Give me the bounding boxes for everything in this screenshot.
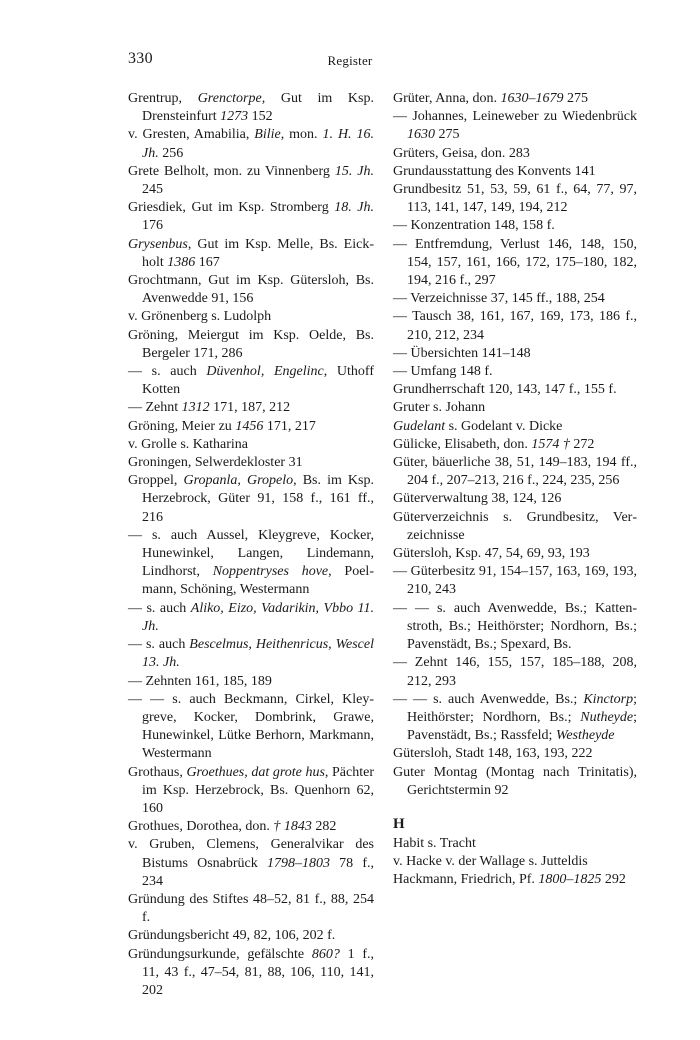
register-entry: Gründungsurkunde, gefälschte 860? 1 f., 11, 43 f., 47–54, 81, 88, 106, 110, 141, 202	[128, 946, 374, 998]
section-gap	[393, 800, 637, 815]
register-entry: v. Hacke v. der Wallage s. Jutteldis	[393, 854, 588, 870]
register-entry: — Entfremdung, Verlust 146, 148, 150, 154, 157, 161, 166, 172, 175–180, 182, 194, 216 f., 297	[393, 236, 637, 289]
register-entry: Grundausstattung des Konvents 141	[393, 163, 596, 179]
register-entry: — Zehnten 161, 185, 189	[128, 673, 272, 689]
register-entry: — Verzeichnisse 37, 145 ff., 188, 254	[393, 291, 605, 307]
register-entry: Gröning, Meiergut im Ksp. Oelde, Bs. Bergeler 171, 286	[128, 327, 374, 361]
register-entry: — — s. auch Beckmann, Cirkel, Kleygreve, Kocker, Dombrink, Grawe, Hunewinkel, Lütke Berhorn, Markmann, Westermann	[128, 691, 374, 762]
register-entry: — Tausch 38, 161, 167, 169, 173, 186 f., 210, 212, 234	[393, 309, 637, 343]
register-entry: — Zehnt 1312 171, 187, 212	[128, 400, 291, 416]
register-entry: Griesdiek, Gut im Ksp. Stromberg 18. Jh. 176	[128, 200, 374, 234]
page-number: 330	[128, 50, 153, 67]
register-entry: Gudelant s. Godelant v. Dicke	[393, 418, 563, 434]
register-entry: — Umfang 148 f.	[393, 364, 493, 380]
register-entry: — Johannes, Leineweber zu Wiedenbrück 1630 275	[393, 109, 637, 143]
register-entry: — Güterbesitz 91, 154–157, 163, 169, 193, 210, 243	[393, 564, 637, 598]
register-entry: Gülicke, Elisabeth, don. 1574 † 272	[393, 436, 595, 452]
register-entry: — s. auch Aussel, Kleygreve, Kocker, Hunewinkel, Langen, Lindemann, Lindhorst, Noppentryses hove, Poelmann, Schöning, Westermann	[128, 527, 374, 598]
register-entry: Gruter s. Johann	[393, 400, 486, 416]
register-entry: Grundbesitz 51, 53, 59, 61 f., 64, 77, 97, 113, 141, 147, 149, 194, 212	[393, 182, 637, 216]
register-entry: v. Grönenberg s. Ludolph	[128, 309, 272, 325]
register-entry: Guter Montag (Montag nach Trinitatis), Gerichtstermin 92	[393, 764, 637, 798]
register-entry: — Zehnt 146, 155, 157, 185–188, 208, 212, 293	[393, 655, 637, 689]
register-entry: Grochtmann, Gut im Ksp. Gütersloh, Bs. Avenwedde 91, 156	[128, 273, 374, 307]
register-entry: Groppel, Gropanla, Gropelo, Bs. im Ksp. Herzebrock, Güter 91, 158 f., 161 ff., 216	[128, 473, 374, 525]
register-entry: Güterverzeichnis s. Grundbesitz, Verzeichnisse	[393, 509, 637, 543]
register-entry: Grüter, Anna, don. 1630–1679 275	[393, 91, 589, 106]
register-entry: Güter, bäuerliche 38, 51, 149–183, 194 ff., 204 f., 207–213, 216 f., 224, 235, 256	[393, 455, 637, 489]
register-entry: Gründungsbericht 49, 82, 106, 202 f.	[128, 928, 336, 944]
register-entry: Gütersloh, Stadt 148, 163, 193, 222	[393, 746, 593, 762]
register-entry: Grysenbus, Gut im Ksp. Melle, Bs. Eickholt 1386 167	[128, 236, 374, 270]
section-letter-heading: H	[393, 815, 405, 832]
register-entry: — s. auch Bescelmus, Heithenricus, Wescel 13. Jh.	[128, 637, 374, 671]
register-entry: Habit s. Tracht	[393, 835, 476, 851]
register-entry: Grete Belholt, mon. zu Vinnenberg 15. Jh. 245	[128, 163, 374, 198]
register-entry: v. Gresten, Amabilia, Bilie, mon. 1. H. 16. Jh. 256	[128, 127, 374, 161]
register-entry: Grothaus, Groethues, dat grote hus, Pächter im Ksp. Herzebrock, Bs. Quenhorn 62, 160	[128, 764, 375, 816]
register-entry: — s. auch Aliko, Eizo, Vadarikin, Vbbo 11. Jh.	[128, 600, 374, 634]
register-entry: Groningen, Selwerdekloster 31	[128, 455, 303, 471]
register-column-left	[128, 90, 374, 1000]
register-entry: Grothues, Dorothea, don. † 1843 282	[128, 819, 337, 835]
register-entry: — Konzentration 148, 158 f.	[393, 218, 555, 234]
register-entry: Güterverwaltung 38, 124, 126	[393, 491, 562, 507]
register-entry: v. Grolle s. Katharina	[128, 436, 248, 452]
register-entry: — — s. auch Avenwedde, Bs.; Kinctorp; Heithörster; Nordhorn, Bs.; Nutheyde; Pavenstädt, Bs.; Rassfeld; Westheyde	[393, 691, 637, 744]
register-entry: Grundherrschaft 120, 143, 147 f., 155 f.	[393, 382, 617, 398]
register-entry: Hackmann, Friedrich, Pf. 1800–1825 292	[393, 872, 626, 888]
register-entry: Grentrup, Grenctorpe, Gut im Ksp. Drensteinfurt 1273 152	[128, 91, 374, 125]
register-entry: — s. auch Düvenhol, Engelinc, Uthoff Kotten	[128, 364, 374, 398]
register-entry: v. Gruben, Clemens, Generalvikar des Bistums Osnabrück 1798–1803 78 f., 234	[128, 837, 374, 889]
register-entry: — Übersichten 141–148	[393, 345, 531, 361]
register-entry: Grüters, Geisa, don. 283	[393, 145, 530, 161]
register-entry: Gröning, Meier zu 1456 171, 217	[128, 418, 316, 434]
register-entries-h	[393, 835, 637, 890]
running-head: Register	[327, 53, 373, 68]
register-entry: Gütersloh, Ksp. 47, 54, 69, 93, 193	[393, 546, 590, 562]
register-entry: Gründung des Stiftes 48–52, 81 f., 88, 254 f.	[128, 891, 374, 926]
register-entry: — — s. auch Avenwedde, Bs.; Kattenstroth, Bs.; Heithörster; Nordhorn, Bs.; Pavenstädt, Bs.; Spexard, Bs.	[393, 600, 637, 653]
register-entries-g	[393, 90, 637, 800]
register-column-right	[393, 90, 637, 890]
